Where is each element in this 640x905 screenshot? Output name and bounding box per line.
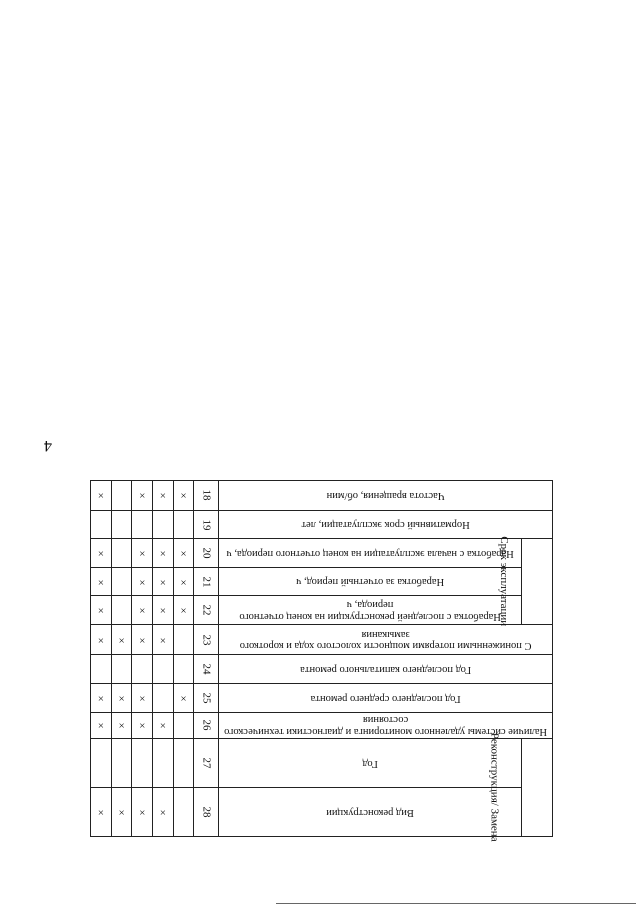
- mark-cell: ×: [91, 539, 112, 568]
- mark-cell: ×: [132, 624, 153, 655]
- mark-cell: ×: [111, 684, 132, 713]
- mark-cell: ×: [111, 788, 132, 837]
- mark-cell: ×: [153, 624, 174, 655]
- group-reconstruction-label: Реконструкция/ Замена: [488, 732, 501, 842]
- mark-cell: [173, 739, 194, 788]
- mark-cell: ×: [153, 481, 174, 511]
- row-number: 23: [194, 624, 219, 655]
- mark-cell: ×: [153, 712, 174, 739]
- mark-cell: [132, 510, 153, 539]
- mark-cell: [153, 684, 174, 713]
- mark-cell: ×: [153, 567, 174, 596]
- bottom-rule: [276, 903, 636, 904]
- row-number: 26: [194, 712, 219, 739]
- row-label: Частота вращения, об/мин: [219, 481, 553, 511]
- mark-cell: [173, 788, 194, 837]
- mark-cell: ×: [111, 624, 132, 655]
- mark-cell: [173, 712, 194, 739]
- mark-cell: [173, 655, 194, 684]
- mark-cell: ×: [91, 596, 112, 625]
- mark-cell: ×: [91, 481, 112, 511]
- table-row: [91, 684, 553, 713]
- mark-cell: [111, 510, 132, 539]
- mark-cell: [91, 655, 112, 684]
- table-row: [91, 481, 553, 511]
- mark-cell: ×: [132, 567, 153, 596]
- mark-cell: ×: [132, 596, 153, 625]
- mark-cell: ×: [91, 684, 112, 713]
- mark-cell: [91, 739, 112, 788]
- mark-cell: ×: [111, 712, 132, 739]
- group-reconstruction: [488, 732, 553, 842]
- table-row: [91, 510, 553, 539]
- mark-cell: ×: [132, 788, 153, 837]
- mark-cell: ×: [173, 539, 194, 568]
- row-label: Наработка с начала эксплуатации на конец отчетного периода, ч: [219, 539, 522, 568]
- row-number: 19: [194, 510, 219, 539]
- table-row: [91, 539, 553, 568]
- mark-cell: ×: [132, 481, 153, 511]
- table-row: [91, 624, 553, 655]
- group-service-life: [497, 536, 553, 627]
- mark-cell: [153, 739, 174, 788]
- table-row: [91, 655, 553, 684]
- row-label: Год последнего среднего ремонта: [219, 684, 553, 713]
- rotated-table-wrapper: [90, 480, 553, 842]
- table-row: [91, 739, 553, 788]
- row-label: Год: [219, 739, 522, 788]
- mark-cell: [173, 510, 194, 539]
- mark-cell: [111, 655, 132, 684]
- row-label: Год последнего капитального ремонта: [219, 655, 553, 684]
- row-number: 21: [194, 567, 219, 596]
- mark-cell: ×: [153, 539, 174, 568]
- mark-cell: ×: [91, 712, 112, 739]
- mark-cell: [132, 739, 153, 788]
- table-row: [91, 712, 553, 739]
- row-label: Нормативный срок эксплуатации, лет: [219, 510, 553, 539]
- equipment-table: [90, 480, 553, 842]
- row-number: 25: [194, 684, 219, 713]
- mark-cell: [111, 539, 132, 568]
- row-number: 18: [194, 481, 219, 511]
- row-number: 22: [194, 596, 219, 625]
- row-label: С пониженными потерями мощности холостого хода и короткого замыкания: [219, 624, 553, 655]
- row-label: Наработка за отчетный период, ч: [219, 567, 522, 596]
- group-service-life-label: Срок эксплуатации: [497, 536, 510, 627]
- mark-cell: ×: [173, 684, 194, 713]
- mark-cell: ×: [132, 539, 153, 568]
- mark-cell: ×: [132, 712, 153, 739]
- mark-cell: ×: [132, 684, 153, 713]
- mark-cell: ×: [173, 481, 194, 511]
- mark-cell: ×: [153, 788, 174, 837]
- mark-cell: ×: [173, 596, 194, 625]
- mark-cell: [111, 739, 132, 788]
- mark-cell: ×: [153, 596, 174, 625]
- row-number: 24: [194, 655, 219, 684]
- page-number: 4: [44, 437, 52, 454]
- mark-cell: ×: [91, 788, 112, 837]
- mark-cell: [132, 655, 153, 684]
- mark-cell: [173, 624, 194, 655]
- mark-cell: ×: [173, 567, 194, 596]
- table-row: [91, 596, 553, 625]
- mark-cell: [153, 510, 174, 539]
- row-label: Вид реконструкции: [219, 788, 522, 837]
- mark-cell: [153, 655, 174, 684]
- table-row: [91, 788, 553, 837]
- row-label: Наличие системы удаленного мониторинга и диагностики технического состояния: [219, 712, 553, 739]
- mark-cell: ×: [91, 624, 112, 655]
- table-row: [91, 567, 553, 596]
- mark-cell: [111, 567, 132, 596]
- mark-cell: [91, 510, 112, 539]
- row-number: 27: [194, 739, 219, 788]
- mark-cell: ×: [91, 567, 112, 596]
- mark-cell: [111, 481, 132, 511]
- row-label: Наработка с последней реконструкции на конец отчетного периода, ч: [219, 596, 522, 625]
- row-number: 20: [194, 539, 219, 568]
- row-number: 28: [194, 788, 219, 837]
- mark-cell: [111, 596, 132, 625]
